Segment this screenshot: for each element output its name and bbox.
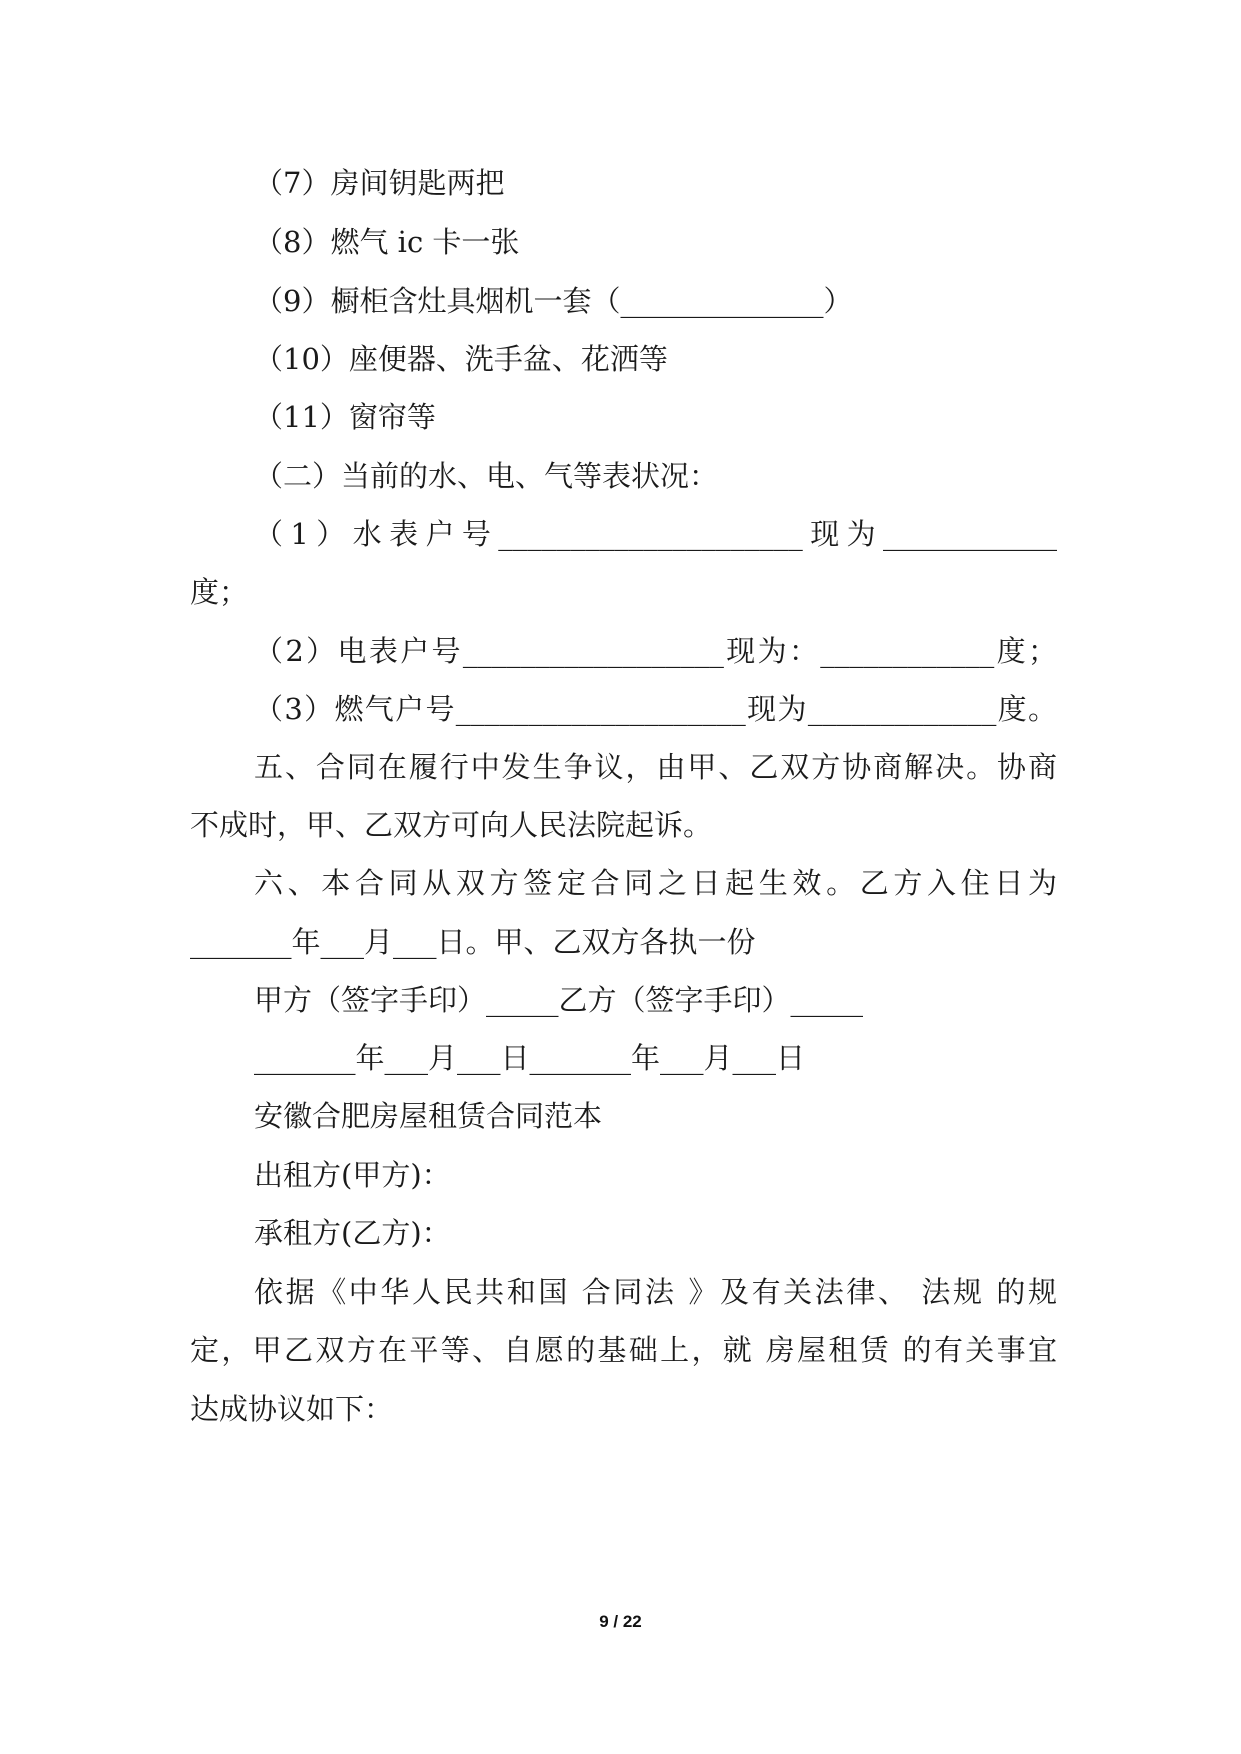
item-cabinet: （9）橱柜含灶具烟机一套（______________） <box>254 284 853 318</box>
signature-date-line: _______年___月___日_______年___月___日 <box>254 1041 806 1075</box>
item-bathroom: （10）座便器、洗手盆、花洒等 <box>254 342 668 376</box>
clause-six-line-1: 六、本合同从双方签定合同之日起生效。乙方入住日为 <box>254 866 1057 900</box>
gas-meter-line: （3）燃气户号____________________现为_____________度。 <box>254 692 1057 726</box>
contract-title: 安徽合肥房屋租赁合同范本 <box>254 1099 603 1133</box>
preamble-line-2: 定，甲乙双方在平等、自愿的基础上，就 房屋租赁 的有关事宜 <box>190 1333 1057 1367</box>
page-number: 9 / 22 <box>599 1612 642 1631</box>
meter-status-heading: （二）当前的水、电、气等表状况： <box>254 459 719 493</box>
signature-line: 甲方（签字手印）_____乙方（签字手印）_____ <box>254 983 864 1017</box>
preamble-line-1: 依据《中华人民共和国 合同法 》及有关法律、 法规 的规 <box>254 1275 1057 1309</box>
lessee-line: 承租方(乙方)： <box>254 1216 451 1250</box>
item-curtains: （11）窗帘等 <box>254 400 436 434</box>
clause-five-line-2: 不成时，甲、乙双方可向人民法院起诉。 <box>190 808 713 842</box>
electric-meter-line: （2）电表户号__________________现为：____________度； <box>254 634 1057 668</box>
lessor-line: 出租方(甲方)： <box>254 1158 451 1192</box>
item-keys: （7）房间钥匙两把 <box>254 166 505 200</box>
water-meter-unit: 度； <box>190 575 249 609</box>
preamble-line-3: 达成协议如下： <box>190 1392 394 1426</box>
clause-six-line-2: _______年___月___日。甲、乙双方各执一份 <box>190 925 756 959</box>
item-gas-card: （8）燃气 ic 卡一张 <box>254 225 520 259</box>
water-meter-line: （1）水表户号_____________________现为____________ <box>254 517 1057 551</box>
clause-five-line-1: 五、合同在履行中发生争议，由甲、乙双方协商解决。协商 <box>254 750 1057 784</box>
